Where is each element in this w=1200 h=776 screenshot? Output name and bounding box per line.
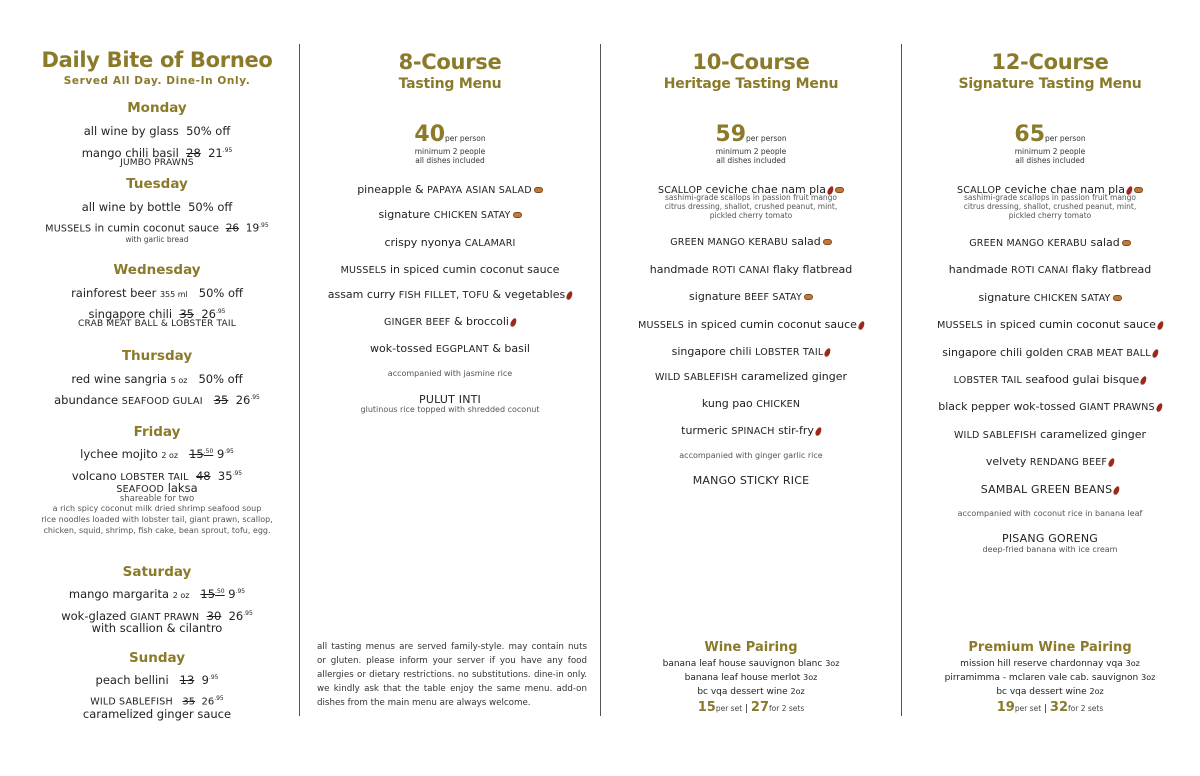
course-desc: sashimi-grade scallops in passion fruit mango bbox=[963, 193, 1137, 202]
course-item: turmeric SPINACH stir-fry bbox=[601, 424, 901, 437]
dessert-item: MANGO STICKY RICE bbox=[692, 474, 810, 487]
dessert-item: PULUT INTI bbox=[419, 393, 481, 406]
course-item: WILD SABLEFISH caramelized ginger bbox=[654, 370, 848, 383]
course-item: velvety RENDANG BEEF bbox=[902, 455, 1198, 468]
peanut-icon bbox=[823, 239, 832, 245]
chili-pepper-icon bbox=[857, 320, 865, 330]
menu12-column bbox=[902, 0, 1198, 776]
menu10-subtitle: Heritage Tasting Menu bbox=[663, 76, 839, 92]
menu12-title: 12-Course bbox=[991, 50, 1109, 74]
daily-column bbox=[10, 0, 304, 776]
course-item: handmade ROTI CANAI flaky flatbread bbox=[649, 263, 853, 276]
day-monday: Monday bbox=[127, 100, 187, 116]
wine-item: banana leaf house merlot 3oz bbox=[684, 673, 818, 683]
chili-pepper-icon bbox=[824, 347, 832, 357]
day-wednesday: Wednesday bbox=[113, 262, 201, 278]
wine-item: bc vqa dessert wine 2oz bbox=[697, 687, 805, 697]
course-item: signature CHICKEN SATAY bbox=[902, 291, 1198, 304]
wine-pairing-price: 19per set | 32for 2 sets bbox=[996, 700, 1104, 715]
list-item: red wine sangria 5 oz 50% off bbox=[71, 372, 243, 386]
chili-pepper-icon bbox=[1156, 320, 1164, 330]
list-item: rainforest beer 355 ml 50% off bbox=[71, 286, 243, 300]
peanut-icon bbox=[1113, 295, 1122, 301]
day-sunday: Sunday bbox=[128, 650, 186, 666]
dessert-desc: deep-fried banana with ice cream bbox=[982, 545, 1118, 554]
daily-title: Daily Bite of Borneo bbox=[41, 48, 273, 72]
course-item: crispy nyonya CALAMARI bbox=[384, 236, 516, 249]
peanut-icon bbox=[534, 187, 543, 193]
chili-pepper-icon bbox=[1107, 457, 1115, 467]
list-item: singapore chili 35 $26^{.95}$ bbox=[88, 307, 226, 321]
course-item: MUSSELS in spiced cumin coconut sauce bbox=[601, 318, 901, 331]
day-friday: Friday bbox=[133, 424, 181, 440]
list-item: lychee mojito 2 oz $15^{.50}$ $9^{.95}$ bbox=[80, 447, 234, 461]
peanut-icon bbox=[513, 212, 522, 218]
chili-pepper-icon bbox=[1113, 485, 1121, 495]
item-sub: with scallion & cilantro bbox=[91, 621, 223, 635]
item-sub: with garlic bread bbox=[125, 235, 189, 244]
list-item: abundance SEAFOOD GULAI 35 $26^{.95}$ bbox=[54, 393, 260, 407]
course-item: LOBSTER TAIL seafood gulai bisque bbox=[902, 373, 1198, 386]
day-tuesday: Tuesday bbox=[126, 176, 188, 192]
daily-subtitle: Served All Day. Dine-In Only. bbox=[63, 75, 251, 87]
item-sub: caramelized ginger sauce bbox=[82, 707, 232, 721]
list-item: volcano LOBSTER TAIL 48 $35^{.95}$ bbox=[71, 469, 243, 483]
chili-pepper-icon bbox=[1155, 402, 1163, 412]
peanut-icon bbox=[1122, 240, 1131, 246]
item-share: shareable for two bbox=[119, 494, 195, 504]
course-item: GREEN MANGO KERABU salad bbox=[601, 235, 901, 248]
course-item: SCALLOP ceviche chae nam pla bbox=[902, 183, 1198, 196]
course-desc: citrus dressing, shallot, crushed peanut, mint, bbox=[963, 202, 1137, 211]
day-thursday: Thursday bbox=[121, 348, 193, 364]
list-item: all wine by glass 50% off bbox=[83, 124, 231, 138]
menu12-subtitle: Signature Tasting Menu bbox=[958, 76, 1142, 92]
menu10-price: 59per person minimum 2 people all dishes included bbox=[715, 122, 787, 165]
course-item: GINGER BEEF & broccoli bbox=[300, 315, 600, 328]
course-desc: pickled cherry tomato bbox=[709, 211, 793, 220]
rice-note: accompanied with ginger garlic rice bbox=[679, 451, 823, 460]
course-item: MUSSELS in spiced cumin coconut sauce bbox=[340, 263, 560, 276]
course-item: SAMBAL GREEN BEANS bbox=[902, 483, 1198, 496]
list-item: peach bellini 13 $9^{.95}$ bbox=[95, 673, 219, 687]
chili-pepper-icon bbox=[566, 290, 574, 300]
course-item: pineapple & PAPAYA ASIAN SALAD bbox=[300, 183, 600, 196]
chili-pepper-icon bbox=[1151, 348, 1159, 358]
course-item: handmade ROTI CANAI flaky flatbread bbox=[948, 263, 1152, 276]
course-item: GREEN MANGO KERABU salad bbox=[902, 236, 1198, 249]
course-item: black pepper wok-tossed GIANT PRAWNS bbox=[902, 400, 1198, 413]
course-desc: citrus dressing, shallot, crushed peanut, mint, bbox=[664, 202, 838, 211]
course-item: SCALLOP ceviche chae nam pla bbox=[601, 183, 901, 196]
item-desc: a rich spicy coconut milk dried shrimp seafood soup bbox=[52, 504, 262, 513]
course-desc: pickled cherry tomato bbox=[1008, 211, 1092, 220]
course-item: signature BEEF SATAY bbox=[601, 290, 901, 303]
item-sub: SEAFOOD laksa bbox=[116, 481, 198, 495]
wine-item: banana leaf house sauvignon blanc 3oz bbox=[662, 659, 840, 669]
list-item: mango chili basil 28 $21^{.95}$ bbox=[81, 146, 233, 160]
wine-item: bc vqa dessert wine 2oz bbox=[996, 687, 1104, 697]
course-item: assam curry FISH FILLET, TOFU & vegetables bbox=[300, 288, 600, 301]
wine-pairing-title: Premium Wine Pairing bbox=[968, 640, 1132, 655]
course-item: WILD SABLEFISH caramelized ginger bbox=[953, 428, 1147, 441]
course-item: singapore chili LOBSTER TAIL bbox=[601, 345, 901, 358]
wine-item: pirramimma - mclaren vale cab. sauvignon 3oz bbox=[944, 673, 1156, 683]
menu-footer-note: all tasting menus are served family-style. may contain nuts or gluten. please inform your server if you have any food allergies or dietary restrictions. no substitutions. dine-in only. we kindly ask that the table enjoy the same menu. add-on dishes from the main menu are always welcome. bbox=[317, 642, 587, 708]
menu8-subtitle: Tasting Menu bbox=[398, 76, 502, 92]
course-item: wok-tossed EGGPLANT & basil bbox=[370, 342, 530, 355]
menu12-price: 65per person minimum 2 people all dishes included bbox=[1014, 122, 1086, 165]
list-item: mango margarita 2 oz $15^{.50}$ $9^{.95}$ bbox=[68, 587, 246, 601]
list-item: MUSSELS in cumin coconut sauce 26 $19^{.95}$ bbox=[45, 222, 269, 235]
chili-pepper-icon bbox=[814, 426, 822, 436]
list-item: wok-glazed GIANT PRAWN 30 $26^{.95}$ bbox=[61, 609, 253, 623]
dessert-item: PISANG GORENG bbox=[1002, 532, 1098, 545]
menu10-column bbox=[601, 0, 901, 776]
course-item: signature CHICKEN SATAY bbox=[300, 208, 600, 221]
item-desc: chicken, squid, shrimp, fish cake, bean sprout, tofu, egg. bbox=[43, 526, 271, 535]
list-item: WILD SABLEFISH 35 $26^{.95}$ bbox=[90, 695, 224, 708]
chili-pepper-icon bbox=[509, 317, 517, 327]
wine-item: mission hill reserve chardonnay vqa 3oz bbox=[960, 659, 1140, 669]
menu8-price: 40per person minimum 2 people all dishes included bbox=[414, 122, 486, 165]
rice-note: accompanied with coconut rice in banana leaf bbox=[957, 509, 1143, 518]
course-desc: sashimi-grade scallops in passion fruit mango bbox=[664, 193, 838, 202]
list-item: all wine by bottle 50% off bbox=[81, 200, 233, 214]
wine-pairing-title: Wine Pairing bbox=[704, 640, 798, 655]
wine-pairing-price: 15per set | 27for 2 sets bbox=[697, 700, 805, 715]
item-sub: JUMBO PRAWNS bbox=[120, 158, 194, 168]
rice-note: accompanied with jasmine rice bbox=[387, 369, 513, 378]
course-item: MUSSELS in spiced cumin coconut sauce bbox=[902, 318, 1198, 331]
dessert-desc: glutinous rice topped with shredded coconut bbox=[360, 405, 540, 414]
day-saturday: Saturday bbox=[122, 564, 192, 580]
menu8-title: 8-Course bbox=[398, 50, 502, 74]
item-desc: rice noodles loaded with lobster tail, giant prawn, scallop, bbox=[41, 515, 273, 524]
course-item: singapore chili golden CRAB MEAT BALL bbox=[902, 346, 1198, 359]
peanut-icon bbox=[804, 294, 813, 300]
chili-pepper-icon bbox=[1140, 375, 1148, 385]
menu10-title: 10-Course bbox=[692, 50, 810, 74]
course-item: kung pao CHICKEN bbox=[701, 397, 801, 410]
item-sub: CRAB MEAT BALL & LOBSTER TAIL bbox=[78, 319, 236, 329]
